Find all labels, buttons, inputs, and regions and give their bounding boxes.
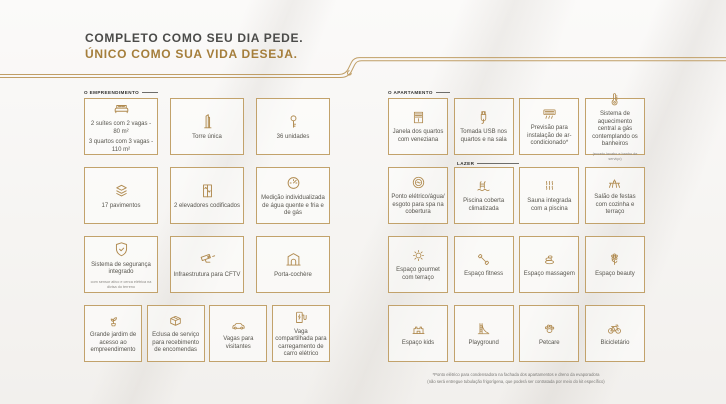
- label-rule: [436, 92, 450, 93]
- section-label-text: LAZER: [457, 160, 475, 166]
- feature-box: [272, 305, 330, 362]
- feature-label: Janela dos quartos com veneziana: [392, 129, 444, 143]
- section-label-apartamento: [388, 89, 450, 95]
- dumbbell-icon: [475, 251, 492, 268]
- feature-label: Vagas para visitantes: [223, 336, 254, 350]
- feature-label: Vaga compartilhada para carregamento de carro elétrico: [275, 328, 327, 357]
- sauna-icon: [541, 178, 558, 195]
- feature-box: [388, 236, 448, 293]
- feature-box: [170, 236, 244, 293]
- window-icon: [410, 109, 427, 126]
- feature-label: Torre única: [192, 133, 222, 140]
- feature-label: Espaço kids: [401, 339, 435, 346]
- feature-box: [388, 98, 448, 155]
- decorative-stepped-line: [0, 48, 726, 84]
- feature-label: Grande jardim de acesso ao empreendimento: [89, 332, 137, 354]
- key-icon: [284, 112, 303, 131]
- elevator-icon: [198, 181, 217, 200]
- feature-label: Porta-cochère: [274, 271, 312, 278]
- feature-box: [388, 167, 448, 224]
- feature-label: Piscina coberta climatizada: [463, 198, 505, 212]
- footnote-line-1: *Ponto elétrico para condensadora na fachada dos apartamentos e dreno da evaporadora: [432, 372, 600, 377]
- feature-label: Salão de festas com cozinha e terraço: [594, 194, 636, 216]
- feature-label: Bicicletário: [600, 339, 630, 346]
- ev-charger-icon: [292, 309, 309, 326]
- gauge-icon: [284, 173, 303, 192]
- thermometer-icon: [606, 91, 623, 108]
- feature-box: [454, 236, 514, 293]
- beauty-icon: [606, 251, 623, 268]
- feature-label: Espaço gourmet com terraço: [396, 267, 440, 281]
- section-label-lazer: [457, 160, 519, 166]
- feature-label-secondary: 3 quartos com 3 vagas - 110 m²: [88, 139, 154, 153]
- feature-label: 2 elevadores codificados: [173, 202, 241, 209]
- section-label-text: O EMPREENDIMENTO: [84, 89, 140, 95]
- feature-box: [256, 167, 330, 224]
- feature-box: [170, 98, 244, 155]
- feature-label: Sistema de segurança integrado: [91, 261, 151, 276]
- feature-box: [454, 98, 514, 155]
- tower-icon: [198, 112, 217, 131]
- feature-row: [84, 305, 330, 362]
- feature-label: Sauna integrada com a piscina: [527, 198, 572, 212]
- feature-fine-print: (exceto lavabo e banho de serviço): [592, 151, 638, 161]
- feature-label: Espaço beauty: [595, 270, 635, 277]
- feature-box: [585, 236, 645, 293]
- kids-icon: [410, 320, 427, 337]
- car-icon: [230, 316, 247, 333]
- feature-label: Espaço fitness: [464, 270, 504, 277]
- section-apartamento: [388, 89, 645, 374]
- feature-box: [585, 167, 645, 224]
- feature-row: [388, 167, 645, 224]
- package-icon: [167, 312, 184, 329]
- section-label-text: O APARTAMENTO: [388, 89, 433, 95]
- shield-icon: [112, 240, 131, 259]
- feature-box: [519, 98, 579, 155]
- spa-icon: [410, 174, 427, 191]
- feature-box: [454, 305, 514, 362]
- feature-box: [84, 98, 158, 155]
- feature-box: [585, 98, 645, 161]
- feature-box: [209, 305, 267, 362]
- feature-label: Previsão para instalação de ar-condicionado*: [527, 125, 572, 147]
- feature-box: [519, 305, 579, 362]
- feature-box: [454, 167, 514, 224]
- feature-box: [388, 305, 448, 362]
- layers-icon: [112, 181, 131, 200]
- party-icon: [606, 174, 623, 191]
- paw-icon: [541, 320, 558, 337]
- plant-icon: [105, 312, 122, 329]
- feature-label: Eclusa de serviço para recebimento de encomendas: [152, 332, 200, 354]
- sun-icon: [410, 247, 427, 264]
- feature-row: [84, 98, 330, 155]
- cctv-icon: [198, 250, 217, 269]
- pool-icon: [475, 178, 492, 195]
- section-empreendimento: [84, 89, 330, 374]
- feature-label: 17 pavimentos: [101, 202, 141, 209]
- feature-box: [84, 236, 158, 293]
- feature-label: Ponto elétrico/água/ esgoto para spa na cobertura: [391, 194, 445, 216]
- feature-row: [84, 236, 330, 293]
- title-line-1: COMPLETO COMO SEU DIA PEDE.: [85, 31, 304, 45]
- label-rule: [477, 163, 519, 164]
- arch-icon: [284, 250, 303, 269]
- bike-icon: [606, 320, 623, 337]
- feature-label: Playground: [468, 339, 499, 346]
- feature-label: Sistema de aquecimento central a gás contemplando os banheiros: [592, 111, 638, 148]
- feature-box: [256, 236, 330, 293]
- feature-box: [585, 305, 645, 362]
- feature-label: Petcare: [538, 339, 560, 346]
- feature-label: 2 suítes com 2 vagas - 80 m²: [90, 121, 152, 135]
- feature-row: [388, 236, 645, 293]
- empreendimento-grid: [84, 98, 330, 362]
- feature-row: [388, 305, 645, 362]
- feature-label: Espaço massagem: [523, 270, 575, 277]
- feature-label: Infraestrutura para CFTV: [173, 271, 241, 278]
- feature-fine-print: com sensor ativo e cerca elétrica na divisa do terreno: [90, 279, 152, 289]
- title-line-2: ÚNICO COMO SUA VIDA DESEJA.: [85, 47, 298, 61]
- slide-icon: [475, 320, 492, 337]
- feature-label: 36 unidades: [276, 133, 310, 140]
- feature-row: [388, 98, 645, 161]
- feature-row: [84, 167, 330, 224]
- feature-box: [84, 305, 142, 362]
- stones-icon: [541, 251, 558, 268]
- feature-box: [519, 167, 579, 224]
- footnote-line-2: (não será entregue tubulação frigorígena, que poderá ser contratada por meio do kit específico): [427, 378, 605, 384]
- footnote: [370, 372, 662, 385]
- usb-icon: [475, 109, 492, 126]
- section-label-empreendimento: [84, 89, 158, 95]
- feature-box: [84, 167, 158, 224]
- apartamento-grid: [388, 98, 645, 362]
- feature-box: [256, 98, 330, 155]
- feature-box: [147, 305, 205, 362]
- ac-icon: [541, 105, 558, 122]
- feature-box: [519, 236, 579, 293]
- feature-label: Medição individualizada de água quente e fria e de gás: [261, 195, 325, 217]
- label-rule: [142, 92, 158, 93]
- feature-label: Tomada USB nos quartos e na sala: [460, 129, 507, 143]
- bed-icon: [112, 99, 131, 118]
- feature-box: [170, 167, 244, 224]
